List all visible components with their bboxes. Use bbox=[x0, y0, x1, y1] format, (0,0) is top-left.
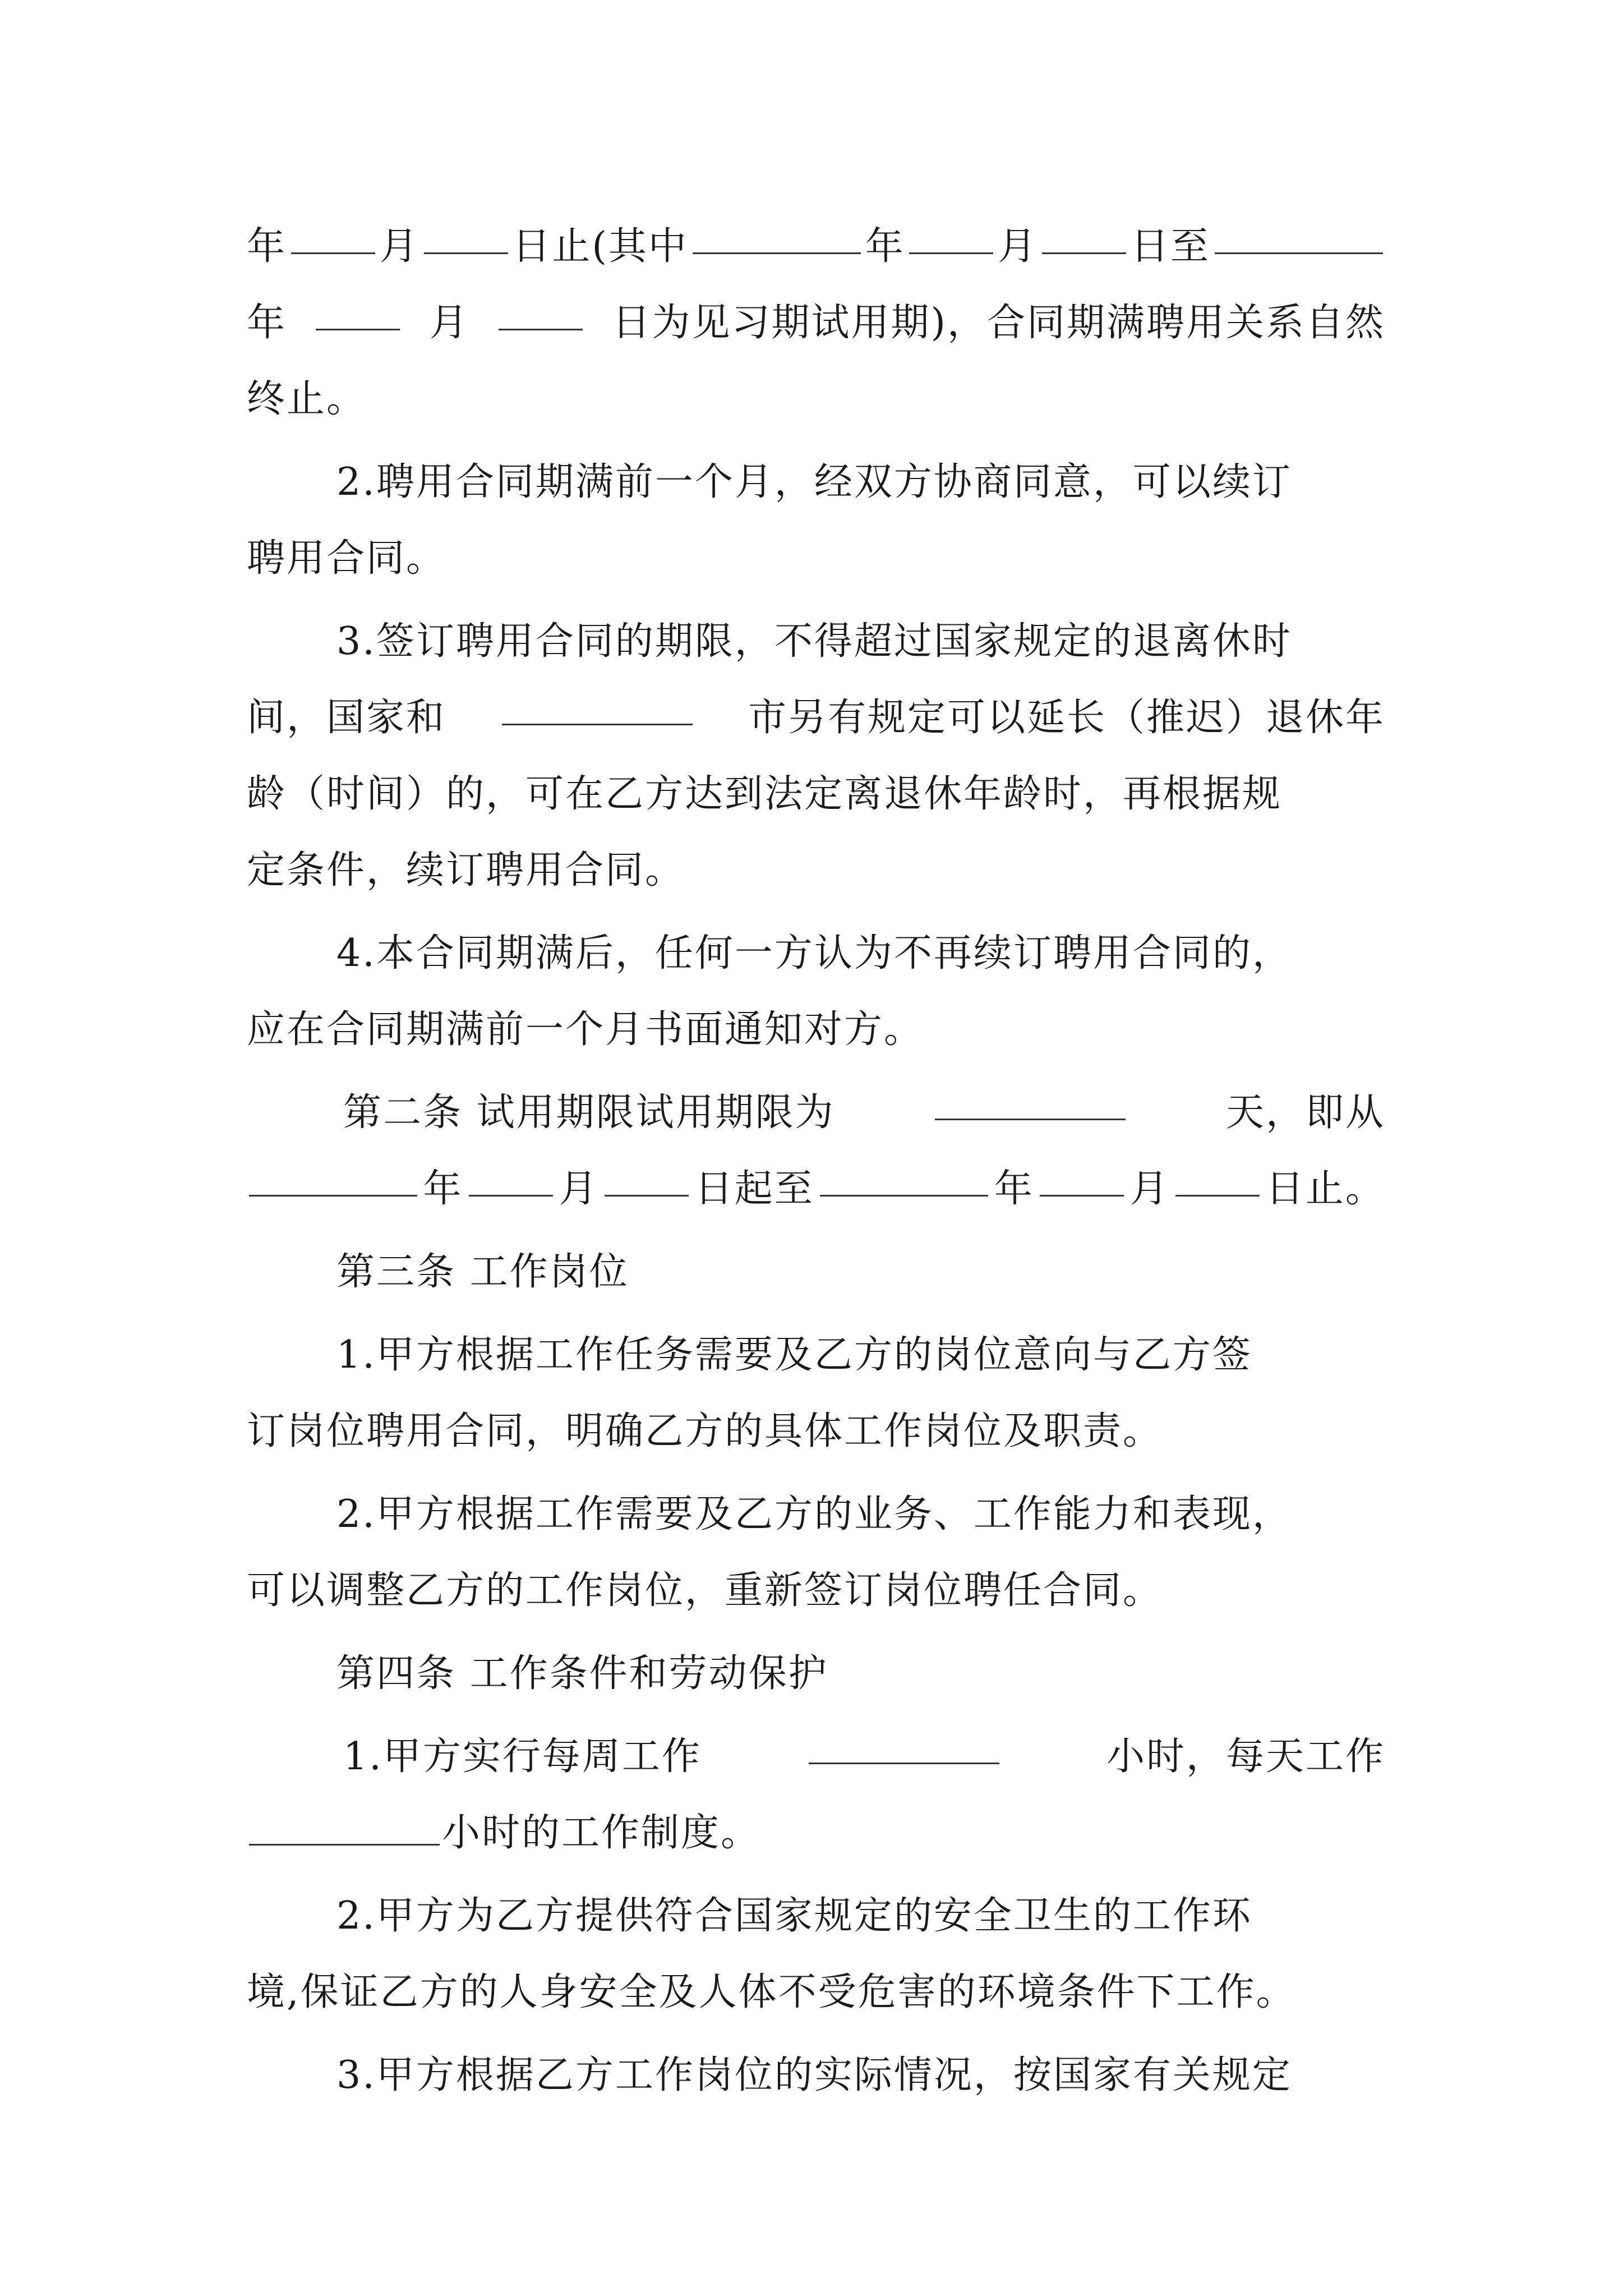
paragraph-line: 2.甲方根据工作需要及乙方的业务、工作能力和表现， bbox=[336, 1492, 1292, 1536]
blank-field[interactable] bbox=[1042, 209, 1126, 254]
blank-field[interactable] bbox=[605, 1151, 689, 1197]
paragraph-line: 2.甲方为乙方提供符合国家规定的安全卫生的工作环 bbox=[336, 1894, 1252, 1938]
paragraph-line: 定条件，续订聘用合同。 bbox=[247, 848, 685, 892]
paragraph-line: 终止。 bbox=[247, 377, 367, 421]
text-segment: 日至 bbox=[1131, 224, 1211, 269]
text-segment: 年 bbox=[423, 1167, 463, 1211]
text-segment: 日为见习期试用期)，合同期满聘用关系自然 bbox=[612, 301, 1385, 345]
paragraph-line: 龄（时间）的，可在乙方达到法定离退休年龄时，再根据规 bbox=[247, 772, 1283, 816]
blank-field[interactable] bbox=[1040, 1151, 1124, 1197]
article-2-heading: 第二条 试用期限试用期限为 bbox=[343, 1091, 835, 1135]
blank-field[interactable] bbox=[424, 209, 508, 254]
text-segment: 月 bbox=[998, 224, 1038, 269]
blank-field[interactable] bbox=[249, 1800, 440, 1846]
paragraph-line-with-blank bbox=[247, 680, 1385, 756]
text-segment: 市另有规定可以延长（推迟）退休年 bbox=[748, 696, 1385, 740]
text-segment: 间，国家和 bbox=[247, 696, 446, 740]
text-segment: 月 bbox=[429, 301, 469, 345]
paragraph-line-with-blank bbox=[247, 1795, 1385, 1871]
paragraph-line: 1.甲方根据工作任务需要及乙方的岗位意向与乙方签 bbox=[336, 1333, 1252, 1377]
text-segment: 年 bbox=[994, 1167, 1034, 1211]
blank-field[interactable] bbox=[693, 209, 861, 254]
text-segment: 月 bbox=[1129, 1167, 1170, 1211]
paragraph-line: 订岗位聘用合同，明确乙方的具体工作岗位及职责。 bbox=[247, 1409, 1163, 1453]
blank-field[interactable] bbox=[316, 285, 400, 330]
paragraph-line: 聘用合同。 bbox=[247, 536, 446, 581]
text-segment: 日起至 bbox=[694, 1167, 814, 1211]
paragraph-line-with-blank bbox=[247, 1719, 1385, 1795]
text-segment: 月 bbox=[559, 1167, 599, 1211]
paragraph-line: 4.本合同期满后，任何一方认为不再续订聘用合同的， bbox=[336, 931, 1292, 976]
text-segment: 年 bbox=[247, 224, 287, 269]
paragraph-line: 3.甲方根据乙方工作岗位的实际情况，按国家有关规定 bbox=[336, 2053, 1292, 2097]
text-segment: 年 bbox=[247, 301, 287, 345]
document-page bbox=[247, 209, 1385, 2114]
paragraph-line: 2.聘用合同期满前一个月，经双方协商同意，可以续订 bbox=[336, 460, 1292, 504]
paragraph-line: 境,保证乙方的人身安全及人体不受危害的环境条件下工作。 bbox=[247, 1970, 1296, 2014]
text-segment: 日止。 bbox=[1265, 1167, 1385, 1211]
text-segment: 年 bbox=[865, 224, 905, 269]
text-segment: 小时的工作制度。 bbox=[442, 1811, 761, 1855]
term-dates-line-2 bbox=[247, 285, 1385, 361]
article-3-heading: 第三条 工作岗位 bbox=[336, 1250, 629, 1294]
blank-field[interactable] bbox=[1175, 1151, 1260, 1197]
article-4-heading: 第四条 工作条件和劳动保护 bbox=[336, 1651, 828, 1696]
blank-field[interactable] bbox=[469, 1151, 553, 1197]
term-dates-line-1 bbox=[247, 209, 1385, 285]
paragraph-line: 可以调整乙方的工作岗位，重新签订岗位聘任合同。 bbox=[247, 1568, 1163, 1613]
blank-field[interactable] bbox=[502, 680, 693, 725]
text-segment: 月 bbox=[379, 224, 419, 269]
text-segment: 日止(其中 bbox=[512, 224, 688, 269]
blank-field[interactable] bbox=[499, 285, 583, 330]
blank-field[interactable] bbox=[909, 209, 993, 254]
blank-field[interactable] bbox=[291, 209, 375, 254]
article-2-line-1 bbox=[247, 1075, 1385, 1151]
blank-field[interactable] bbox=[935, 1075, 1126, 1120]
text-segment: 小时，每天工作 bbox=[1106, 1734, 1385, 1779]
paragraph-line: 应在合同期满前一个月书面通知对方。 bbox=[247, 1007, 924, 1052]
text-segment: 1.甲方实行每周工作 bbox=[343, 1734, 702, 1779]
article-2-line-2 bbox=[247, 1151, 1385, 1227]
blank-field[interactable] bbox=[809, 1719, 999, 1764]
text-segment: 天，即从 bbox=[1225, 1091, 1385, 1135]
paragraph-line: 3.签订聘用合同的期限，不得超过国家规定的退离休时 bbox=[336, 619, 1292, 664]
blank-field[interactable] bbox=[249, 1151, 417, 1197]
blank-field[interactable] bbox=[820, 1151, 988, 1197]
blank-field[interactable] bbox=[1215, 209, 1383, 254]
